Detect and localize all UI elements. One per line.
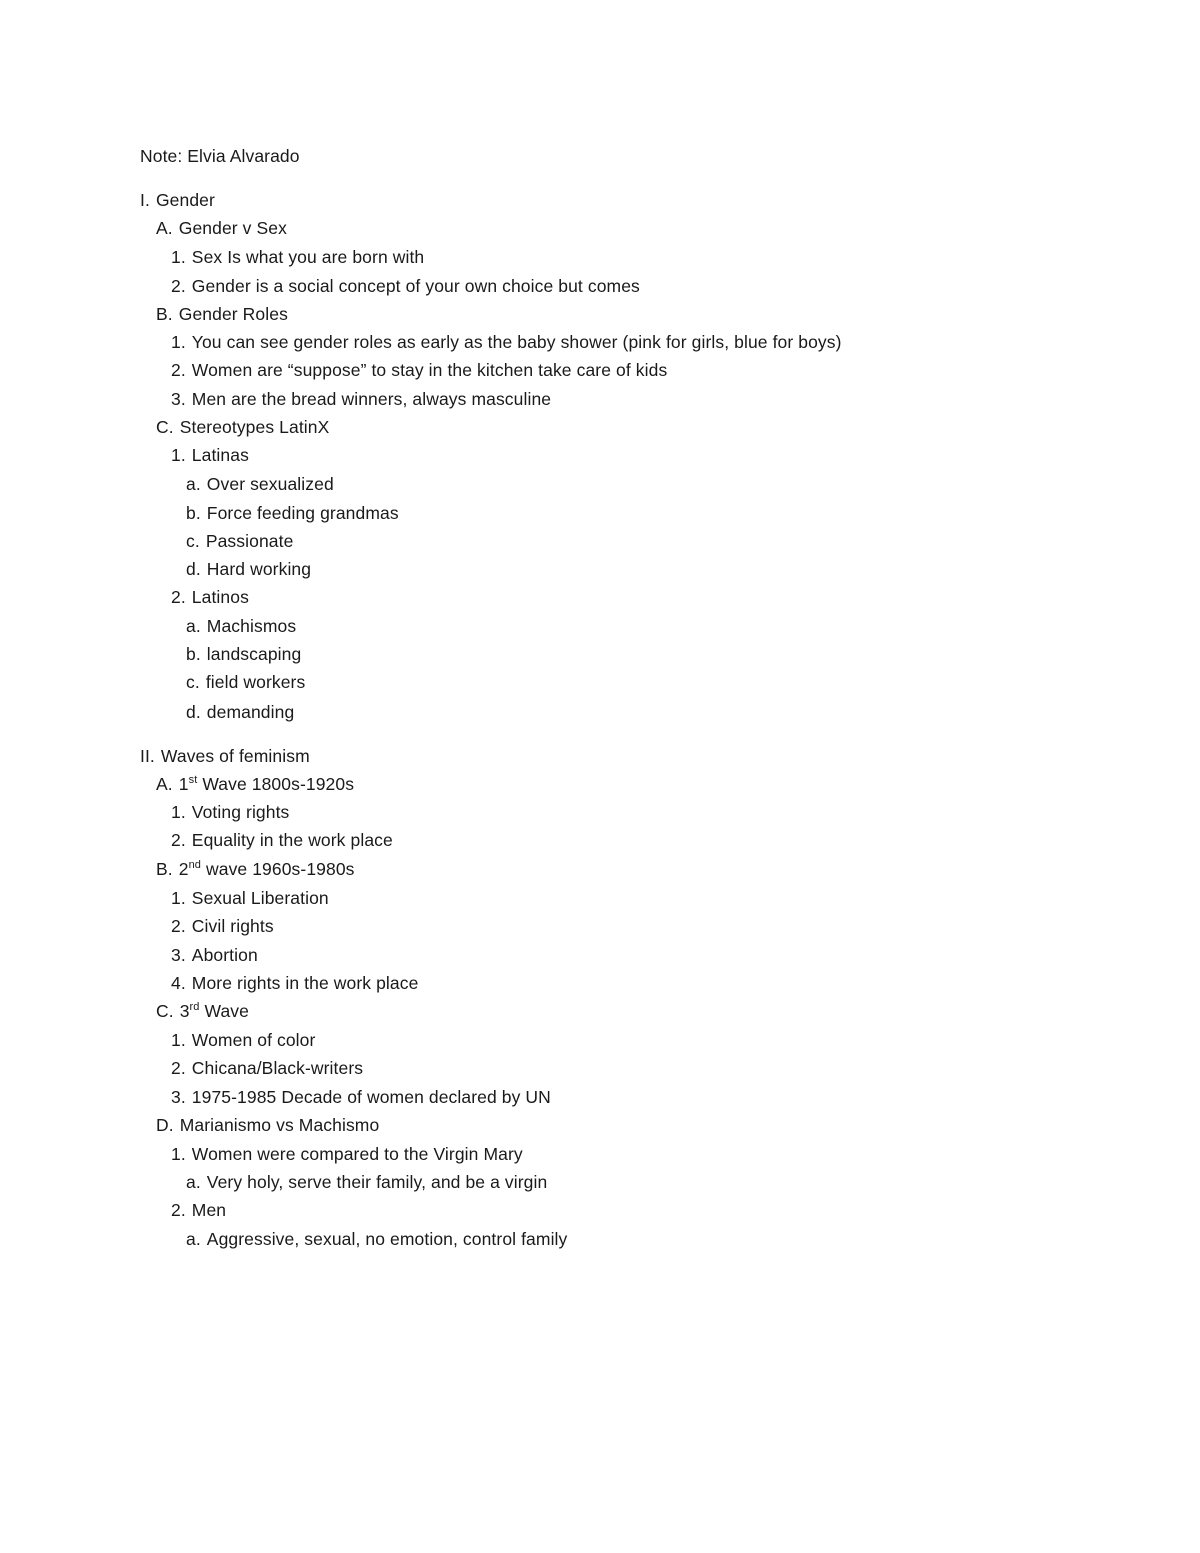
item-marker: 2. — [171, 1200, 186, 1220]
item-marker: 2. — [171, 587, 186, 607]
subsection-label: wave 1960s-1980s — [201, 859, 355, 879]
subsection-marker: D. — [156, 1115, 174, 1135]
list-item — [171, 1029, 315, 1051]
subsection-heading — [156, 217, 287, 239]
list-subitem — [186, 558, 311, 580]
item-text: Latinos — [191, 587, 249, 607]
item-text: 1975-1985 Decade of women declared by UN — [191, 1087, 551, 1107]
list-subitem — [186, 615, 296, 637]
item-text: Gender is a social concept of your own choice but comes — [191, 276, 640, 296]
subsection-label: Marianismo vs Machismo — [179, 1115, 380, 1135]
item-marker: 1. — [171, 888, 186, 908]
item-text: Chicana/Black-writers — [191, 1058, 364, 1078]
item-marker: 1. — [171, 1030, 186, 1050]
subsection-marker: B. — [156, 304, 173, 324]
subitem-text: Machismos — [206, 616, 297, 636]
ordinal-suffix: rd — [189, 1001, 200, 1014]
item-marker: 2. — [171, 830, 186, 850]
subsection-label-ordinal: 1 — [178, 774, 189, 794]
subsection-label: Wave — [199, 1001, 249, 1021]
item-marker: 2. — [171, 276, 186, 296]
list-item — [171, 944, 258, 966]
item-text: Equality in the work place — [191, 830, 393, 850]
note-title: Note: Elvia Alvarado — [140, 146, 300, 166]
list-item — [171, 1199, 226, 1221]
subitem-marker: d. — [186, 702, 201, 722]
item-text: Latinas — [191, 445, 249, 465]
subitem-marker: d. — [186, 559, 201, 579]
list-subitem — [186, 530, 293, 552]
item-marker: 1. — [171, 445, 186, 465]
item-marker: 1. — [171, 332, 186, 352]
section-heading — [140, 745, 310, 767]
subitem-marker: c. — [186, 531, 200, 551]
subitem-text: Passionate — [205, 531, 294, 551]
subitem-text: Over sexualized — [206, 474, 334, 494]
list-item — [171, 1086, 551, 1108]
list-item — [171, 444, 249, 466]
list-item — [171, 246, 424, 268]
subsection-marker: A. — [156, 774, 173, 794]
list-item — [171, 972, 418, 994]
subitem-marker: b. — [186, 503, 201, 523]
subsection-label: Gender Roles — [178, 304, 288, 324]
item-marker: 4. — [171, 973, 186, 993]
list-item — [171, 801, 289, 823]
section-heading — [140, 189, 215, 211]
subsection-heading — [156, 1114, 379, 1136]
subsection-marker: B. — [156, 859, 173, 879]
subsection-label: Stereotypes LatinX — [179, 417, 330, 437]
item-marker: 3. — [171, 1087, 186, 1107]
item-marker: 1. — [171, 247, 186, 267]
item-text: Men are the bread winners, always masculine — [191, 389, 552, 409]
list-item — [171, 829, 393, 851]
subsection-marker: C. — [156, 417, 174, 437]
list-item — [171, 887, 329, 909]
subitem-marker: a. — [186, 474, 201, 494]
subsection-marker: A. — [156, 218, 173, 238]
item-marker: 2. — [171, 1058, 186, 1078]
item-text: More rights in the work place — [191, 973, 419, 993]
list-subitem — [186, 701, 294, 723]
list-item — [171, 331, 842, 353]
list-item — [171, 275, 640, 297]
list-item — [171, 915, 274, 937]
list-subitem — [186, 671, 305, 693]
subsection-heading — [156, 1000, 249, 1022]
subitem-text: field workers — [205, 672, 306, 692]
subsection-label-ordinal: 2 — [178, 859, 189, 879]
item-text: Civil rights — [191, 916, 274, 936]
subitem-text: Force feeding grandmas — [206, 503, 399, 523]
subsection-label: Wave 1800s-1920s — [197, 774, 355, 794]
subsection-heading — [156, 303, 288, 325]
section-label: Gender — [155, 190, 215, 210]
subitem-text: Aggressive, sexual, no emotion, control family — [206, 1229, 568, 1249]
section-marker: II. — [140, 746, 155, 766]
ordinal-suffix: st — [188, 774, 198, 787]
subitem-marker: a. — [186, 616, 201, 636]
item-text: Men — [191, 1200, 227, 1220]
item-marker: 3. — [171, 945, 186, 965]
ordinal-suffix: nd — [188, 859, 202, 872]
subitem-text: Hard working — [206, 559, 312, 579]
item-marker: 2. — [171, 360, 186, 380]
subitem-text: landscaping — [206, 644, 302, 664]
item-marker: 1. — [171, 1144, 186, 1164]
list-subitem — [186, 473, 334, 495]
list-item — [171, 1057, 363, 1079]
subitem-marker: a. — [186, 1172, 201, 1192]
list-subitem — [186, 502, 399, 524]
subsection-heading — [156, 416, 329, 438]
subsection-heading — [156, 858, 355, 880]
item-text: You can see gender roles as early as the baby shower (pink for girls, blue for boys) — [191, 332, 842, 352]
section-marker: I. — [140, 190, 150, 210]
list-subitem — [186, 1228, 567, 1250]
item-marker: 1. — [171, 802, 186, 822]
subsection-marker: C. — [156, 1001, 174, 1021]
list-item — [171, 586, 249, 608]
item-text: Women were compared to the Virgin Mary — [191, 1144, 523, 1164]
list-item — [171, 1143, 523, 1165]
list-subitem — [186, 643, 301, 665]
subitem-marker: a. — [186, 1229, 201, 1249]
item-marker: 3. — [171, 389, 186, 409]
section-label: Waves of feminism — [160, 746, 310, 766]
subitem-marker: b. — [186, 644, 201, 664]
item-text: Women of color — [191, 1030, 316, 1050]
item-text: Abortion — [191, 945, 258, 965]
subitem-text: demanding — [206, 702, 295, 722]
subitem-marker: c. — [186, 672, 200, 692]
subsection-heading — [156, 773, 354, 795]
item-text: Voting rights — [191, 802, 290, 822]
list-subitem — [186, 1171, 547, 1193]
item-marker: 2. — [171, 916, 186, 936]
list-item — [171, 388, 551, 410]
subsection-label-ordinal: 3 — [179, 1001, 190, 1021]
item-text: Sexual Liberation — [191, 888, 329, 908]
subitem-text: Very holy, serve their family, and be a virgin — [206, 1172, 548, 1192]
subsection-label: Gender v Sex — [178, 218, 287, 238]
list-item — [171, 359, 667, 381]
item-text: Women are “suppose” to stay in the kitchen take care of kids — [191, 360, 668, 380]
item-text: Sex Is what you are born with — [191, 247, 425, 267]
